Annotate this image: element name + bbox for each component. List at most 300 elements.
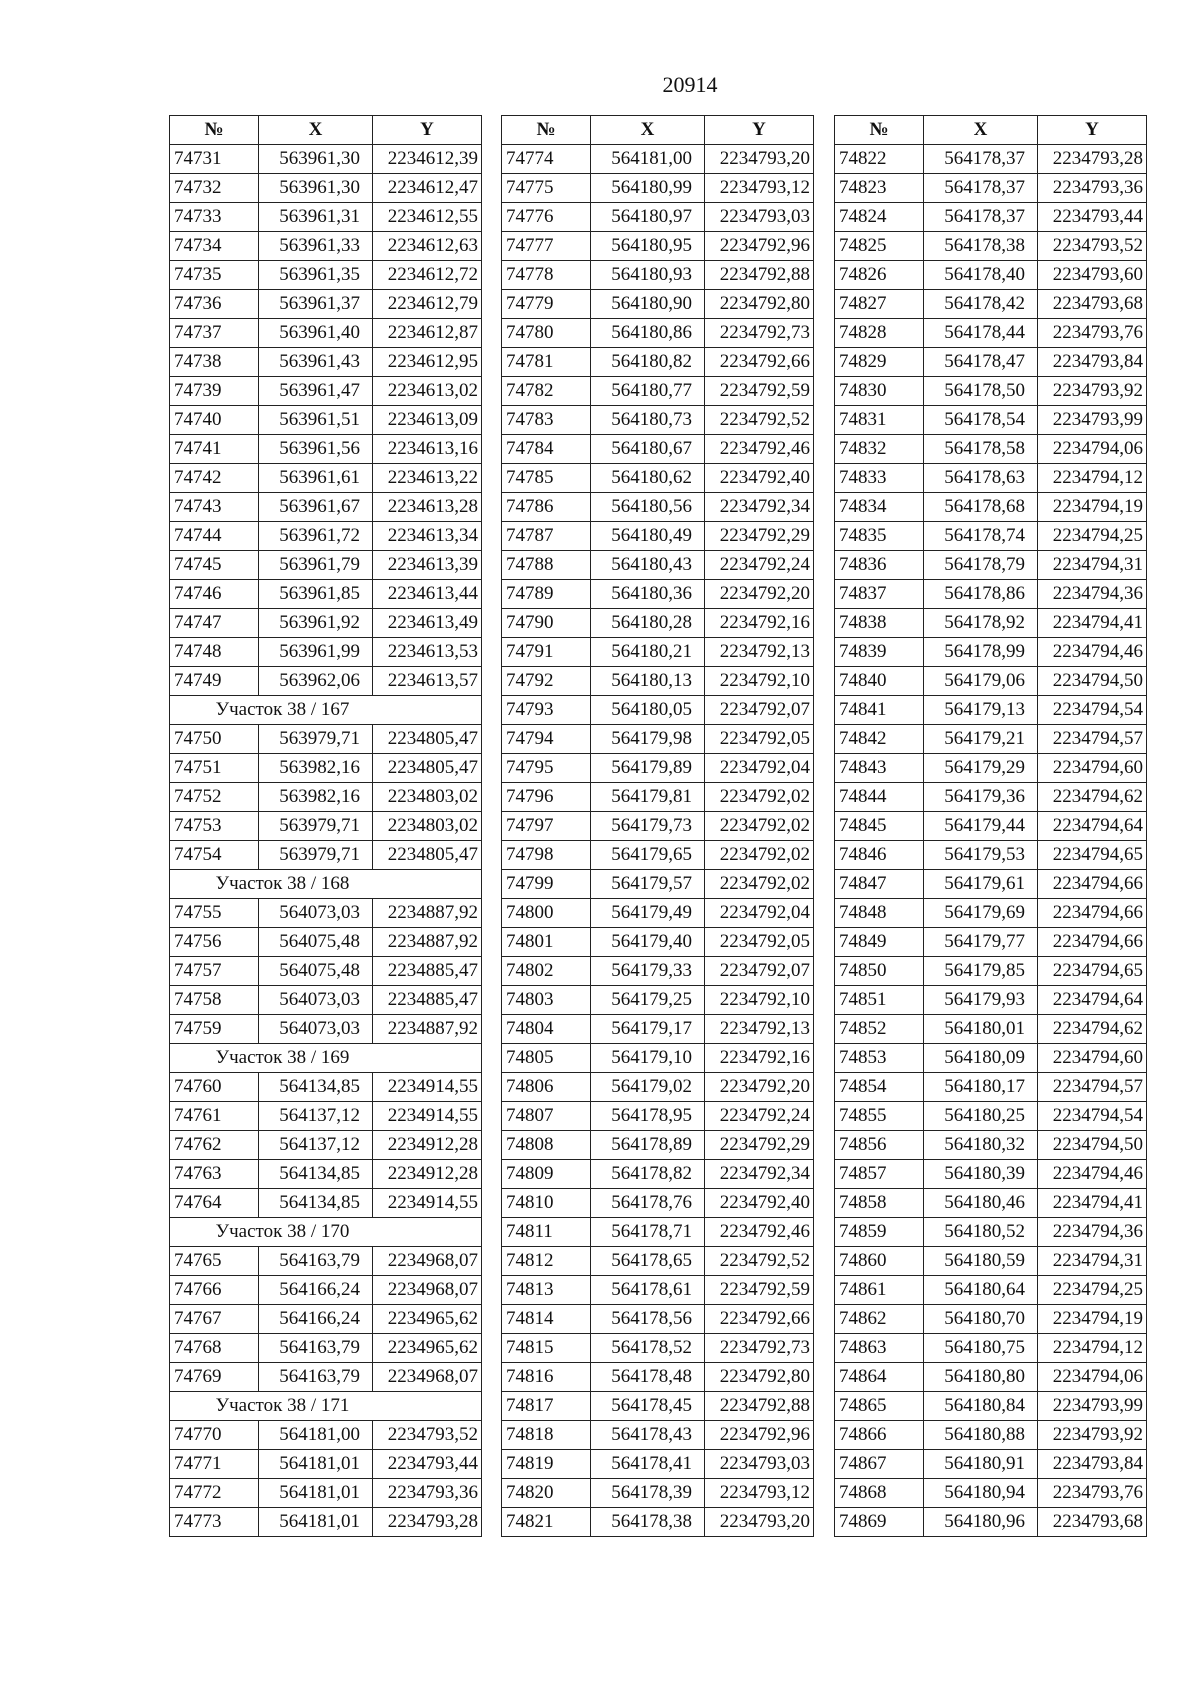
x-coordinate-cell: 563979,71 bbox=[259, 841, 373, 870]
point-number-cell: 74806 bbox=[502, 1073, 591, 1102]
table-row bbox=[502, 1421, 814, 1450]
point-number-cell: 74792 bbox=[502, 667, 591, 696]
y-coordinate-cell: 2234792,05 bbox=[705, 928, 814, 957]
point-number-cell: 74762 bbox=[170, 1131, 259, 1160]
point-number-cell: 74863 bbox=[835, 1334, 924, 1363]
y-coordinate-cell: 2234793,12 bbox=[705, 174, 814, 203]
table-row bbox=[170, 290, 482, 319]
x-coordinate-cell: 564179,25 bbox=[591, 986, 705, 1015]
point-number-cell: 74760 bbox=[170, 1073, 259, 1102]
x-coordinate-cell: 564179,49 bbox=[591, 899, 705, 928]
x-coordinate-cell: 564179,57 bbox=[591, 870, 705, 899]
table-row bbox=[502, 986, 814, 1015]
y-coordinate-cell: 2234793,44 bbox=[373, 1450, 482, 1479]
table-row bbox=[502, 1508, 814, 1537]
y-coordinate-cell: 2234793,52 bbox=[1038, 232, 1147, 261]
x-coordinate-cell: 564179,06 bbox=[924, 667, 1038, 696]
x-coordinate-cell: 564179,44 bbox=[924, 812, 1038, 841]
table-row bbox=[170, 841, 482, 870]
table-row bbox=[502, 232, 814, 261]
x-coordinate-cell: 564180,21 bbox=[591, 638, 705, 667]
point-number-cell: 74756 bbox=[170, 928, 259, 957]
y-coordinate-cell: 2234968,07 bbox=[373, 1247, 482, 1276]
table-row bbox=[170, 464, 482, 493]
x-coordinate-cell: 563961,67 bbox=[259, 493, 373, 522]
y-coordinate-cell: 2234792,73 bbox=[705, 1334, 814, 1363]
point-number-cell: 74783 bbox=[502, 406, 591, 435]
table-row bbox=[170, 1334, 482, 1363]
x-coordinate-cell: 564180,82 bbox=[591, 348, 705, 377]
x-coordinate-cell: 564178,95 bbox=[591, 1102, 705, 1131]
table-row bbox=[502, 1392, 814, 1421]
table-row bbox=[170, 986, 482, 1015]
y-coordinate-cell: 2234792,66 bbox=[705, 348, 814, 377]
point-number-cell: 74864 bbox=[835, 1363, 924, 1392]
x-coordinate-cell: 564178,45 bbox=[591, 1392, 705, 1421]
point-number-cell: 74749 bbox=[170, 667, 259, 696]
point-number-cell: 74853 bbox=[835, 1044, 924, 1073]
y-coordinate-cell: 2234612,72 bbox=[373, 261, 482, 290]
x-coordinate-cell: 564178,79 bbox=[924, 551, 1038, 580]
x-coordinate-cell: 564178,76 bbox=[591, 1189, 705, 1218]
y-coordinate-cell: 2234792,07 bbox=[705, 957, 814, 986]
point-number-cell: 74793 bbox=[502, 696, 591, 725]
table-row bbox=[502, 1073, 814, 1102]
point-number-cell: 74768 bbox=[170, 1334, 259, 1363]
x-coordinate-cell: 564178,86 bbox=[924, 580, 1038, 609]
y-coordinate-cell: 2234613,28 bbox=[373, 493, 482, 522]
point-number-cell: 74789 bbox=[502, 580, 591, 609]
y-coordinate-cell: 2234792,02 bbox=[705, 841, 814, 870]
x-coordinate-cell: 564180,25 bbox=[924, 1102, 1038, 1131]
x-coordinate-cell: 564180,39 bbox=[924, 1160, 1038, 1189]
y-coordinate-cell: 2234792,96 bbox=[705, 232, 814, 261]
y-coordinate-cell: 2234794,66 bbox=[1038, 899, 1147, 928]
y-coordinate-cell: 2234805,47 bbox=[373, 754, 482, 783]
y-coordinate-cell: 2234793,99 bbox=[1038, 406, 1147, 435]
point-number-cell: 74847 bbox=[835, 870, 924, 899]
x-coordinate-cell: 564178,61 bbox=[591, 1276, 705, 1305]
table-row bbox=[170, 1131, 482, 1160]
point-number-cell: 74855 bbox=[835, 1102, 924, 1131]
x-coordinate-cell: 564137,12 bbox=[259, 1131, 373, 1160]
table-row bbox=[502, 1276, 814, 1305]
x-coordinate-cell: 564180,96 bbox=[924, 1508, 1038, 1537]
y-coordinate-cell: 2234792,80 bbox=[705, 1363, 814, 1392]
y-coordinate-cell: 2234912,28 bbox=[373, 1131, 482, 1160]
y-coordinate-cell: 2234793,84 bbox=[1038, 1450, 1147, 1479]
point-number-cell: 74829 bbox=[835, 348, 924, 377]
column-header-x: X bbox=[591, 116, 705, 145]
x-coordinate-cell: 564179,21 bbox=[924, 725, 1038, 754]
point-number-cell: 74820 bbox=[502, 1479, 591, 1508]
x-coordinate-cell: 563961,72 bbox=[259, 522, 373, 551]
point-number-cell: 74791 bbox=[502, 638, 591, 667]
point-number-cell: 74857 bbox=[835, 1160, 924, 1189]
table-row bbox=[835, 290, 1147, 319]
x-coordinate-cell: 564179,81 bbox=[591, 783, 705, 812]
x-coordinate-cell: 564075,48 bbox=[259, 957, 373, 986]
table-row bbox=[835, 1450, 1147, 1479]
y-coordinate-cell: 2234793,52 bbox=[373, 1421, 482, 1450]
x-coordinate-cell: 564163,79 bbox=[259, 1363, 373, 1392]
page-number: 20914 bbox=[662, 72, 718, 97]
table-header-row bbox=[170, 116, 482, 145]
x-coordinate-cell: 564180,01 bbox=[924, 1015, 1038, 1044]
y-coordinate-cell: 2234794,41 bbox=[1038, 1189, 1147, 1218]
x-coordinate-cell: 564180,28 bbox=[591, 609, 705, 638]
table-row bbox=[835, 1131, 1147, 1160]
point-number-cell: 74816 bbox=[502, 1363, 591, 1392]
y-coordinate-cell: 2234792,24 bbox=[705, 1102, 814, 1131]
table-row bbox=[835, 1073, 1147, 1102]
table-row bbox=[170, 1305, 482, 1334]
point-number-cell: 74814 bbox=[502, 1305, 591, 1334]
table-row bbox=[835, 348, 1147, 377]
table-row bbox=[170, 754, 482, 783]
x-coordinate-cell: 563961,33 bbox=[259, 232, 373, 261]
table-row bbox=[835, 928, 1147, 957]
point-number-cell: 74741 bbox=[170, 435, 259, 464]
point-number-cell: 74763 bbox=[170, 1160, 259, 1189]
column-header-number: № bbox=[170, 116, 259, 145]
point-number-cell: 74846 bbox=[835, 841, 924, 870]
table-row bbox=[502, 1131, 814, 1160]
y-coordinate-cell: 2234613,57 bbox=[373, 667, 482, 696]
y-coordinate-cell: 2234794,65 bbox=[1038, 957, 1147, 986]
table-row bbox=[170, 1421, 482, 1450]
point-number-cell: 74788 bbox=[502, 551, 591, 580]
point-number-cell: 74848 bbox=[835, 899, 924, 928]
point-number-cell: 74796 bbox=[502, 783, 591, 812]
x-coordinate-cell: 564179,85 bbox=[924, 957, 1038, 986]
table-row bbox=[170, 1363, 482, 1392]
point-number-cell: 74865 bbox=[835, 1392, 924, 1421]
table-row bbox=[502, 870, 814, 899]
x-coordinate-cell: 564179,13 bbox=[924, 696, 1038, 725]
point-number-cell: 74830 bbox=[835, 377, 924, 406]
table-row bbox=[170, 1160, 482, 1189]
y-coordinate-cell: 2234794,65 bbox=[1038, 841, 1147, 870]
table-row bbox=[835, 377, 1147, 406]
x-coordinate-cell: 564178,42 bbox=[924, 290, 1038, 319]
y-coordinate-cell: 2234794,19 bbox=[1038, 493, 1147, 522]
point-number-cell: 74744 bbox=[170, 522, 259, 551]
x-coordinate-cell: 564180,56 bbox=[591, 493, 705, 522]
y-coordinate-cell: 2234794,41 bbox=[1038, 609, 1147, 638]
point-number-cell: 74745 bbox=[170, 551, 259, 580]
table-row bbox=[835, 1218, 1147, 1247]
y-coordinate-cell: 2234792,29 bbox=[705, 522, 814, 551]
section-row bbox=[170, 1392, 482, 1421]
table-row bbox=[835, 1421, 1147, 1450]
point-number-cell: 74779 bbox=[502, 290, 591, 319]
table-row bbox=[502, 551, 814, 580]
table-row bbox=[170, 435, 482, 464]
x-coordinate-cell: 564179,98 bbox=[591, 725, 705, 754]
y-coordinate-cell: 2234792,52 bbox=[705, 1247, 814, 1276]
y-coordinate-cell: 2234793,36 bbox=[1038, 174, 1147, 203]
point-number-cell: 74767 bbox=[170, 1305, 259, 1334]
y-coordinate-cell: 2234794,36 bbox=[1038, 1218, 1147, 1247]
y-coordinate-cell: 2234793,44 bbox=[1038, 203, 1147, 232]
x-coordinate-cell: 564166,24 bbox=[259, 1305, 373, 1334]
y-coordinate-cell: 2234792,20 bbox=[705, 1073, 814, 1102]
x-coordinate-cell: 563979,71 bbox=[259, 725, 373, 754]
y-coordinate-cell: 2234613,53 bbox=[373, 638, 482, 667]
y-coordinate-cell: 2234793,84 bbox=[1038, 348, 1147, 377]
x-coordinate-cell: 564178,37 bbox=[924, 203, 1038, 232]
y-coordinate-cell: 2234794,64 bbox=[1038, 812, 1147, 841]
y-coordinate-cell: 2234794,54 bbox=[1038, 1102, 1147, 1131]
y-coordinate-cell: 2234792,20 bbox=[705, 580, 814, 609]
point-number-cell: 74852 bbox=[835, 1015, 924, 1044]
x-coordinate-cell: 564181,00 bbox=[259, 1421, 373, 1450]
table-row bbox=[835, 754, 1147, 783]
x-coordinate-cell: 564180,32 bbox=[924, 1131, 1038, 1160]
y-coordinate-cell: 2234792,52 bbox=[705, 406, 814, 435]
table-row bbox=[170, 174, 482, 203]
point-number-cell: 74784 bbox=[502, 435, 591, 464]
point-number-cell: 74800 bbox=[502, 899, 591, 928]
point-number-cell: 74838 bbox=[835, 609, 924, 638]
point-number-cell: 74807 bbox=[502, 1102, 591, 1131]
table-row bbox=[835, 1247, 1147, 1276]
x-coordinate-cell: 564073,03 bbox=[259, 1015, 373, 1044]
point-number-cell: 74832 bbox=[835, 435, 924, 464]
column-header-y: Y bbox=[705, 116, 814, 145]
table-row bbox=[835, 870, 1147, 899]
point-number-cell: 74750 bbox=[170, 725, 259, 754]
x-coordinate-cell: 564178,41 bbox=[591, 1450, 705, 1479]
point-number-cell: 74780 bbox=[502, 319, 591, 348]
table-row bbox=[170, 725, 482, 754]
x-coordinate-cell: 564178,52 bbox=[591, 1334, 705, 1363]
y-coordinate-cell: 2234792,16 bbox=[705, 609, 814, 638]
table-row bbox=[502, 1102, 814, 1131]
table-row bbox=[835, 725, 1147, 754]
y-coordinate-cell: 2234612,47 bbox=[373, 174, 482, 203]
table-row bbox=[835, 464, 1147, 493]
y-coordinate-cell: 2234794,60 bbox=[1038, 754, 1147, 783]
point-number-cell: 74868 bbox=[835, 1479, 924, 1508]
point-number-cell: 74787 bbox=[502, 522, 591, 551]
point-number-cell: 74776 bbox=[502, 203, 591, 232]
point-number-cell: 74843 bbox=[835, 754, 924, 783]
x-coordinate-cell: 564180,67 bbox=[591, 435, 705, 464]
x-coordinate-cell: 564178,68 bbox=[924, 493, 1038, 522]
y-coordinate-cell: 2234613,16 bbox=[373, 435, 482, 464]
y-coordinate-cell: 2234794,60 bbox=[1038, 1044, 1147, 1073]
x-coordinate-cell: 564179,17 bbox=[591, 1015, 705, 1044]
table-row bbox=[502, 522, 814, 551]
table-row bbox=[170, 1189, 482, 1218]
y-coordinate-cell: 2234805,47 bbox=[373, 725, 482, 754]
point-number-cell: 74782 bbox=[502, 377, 591, 406]
table-row bbox=[502, 406, 814, 435]
table-row bbox=[170, 1015, 482, 1044]
x-coordinate-cell: 564179,53 bbox=[924, 841, 1038, 870]
table-row bbox=[502, 493, 814, 522]
x-coordinate-cell: 564073,03 bbox=[259, 986, 373, 1015]
table-row bbox=[502, 1247, 814, 1276]
point-number-cell: 74839 bbox=[835, 638, 924, 667]
x-coordinate-cell: 564179,02 bbox=[591, 1073, 705, 1102]
table-row bbox=[835, 841, 1147, 870]
x-coordinate-cell: 564178,74 bbox=[924, 522, 1038, 551]
section-title: Участок 38 / 170 bbox=[170, 1218, 482, 1247]
table-row bbox=[502, 1189, 814, 1218]
x-coordinate-cell: 564178,38 bbox=[924, 232, 1038, 261]
y-coordinate-cell: 2234794,06 bbox=[1038, 1363, 1147, 1392]
table-row bbox=[170, 232, 482, 261]
table-row bbox=[835, 522, 1147, 551]
y-coordinate-cell: 2234793,03 bbox=[705, 1450, 814, 1479]
x-coordinate-cell: 564180,17 bbox=[924, 1073, 1038, 1102]
point-number-cell: 74805 bbox=[502, 1044, 591, 1073]
table-row bbox=[170, 1479, 482, 1508]
table-row bbox=[170, 406, 482, 435]
point-number-cell: 74818 bbox=[502, 1421, 591, 1450]
point-number-cell: 74823 bbox=[835, 174, 924, 203]
point-number-cell: 74795 bbox=[502, 754, 591, 783]
y-coordinate-cell: 2234794,50 bbox=[1038, 1131, 1147, 1160]
section-title: Участок 38 / 171 bbox=[170, 1392, 482, 1421]
y-coordinate-cell: 2234792,05 bbox=[705, 725, 814, 754]
y-coordinate-cell: 2234794,57 bbox=[1038, 725, 1147, 754]
point-number-cell: 74736 bbox=[170, 290, 259, 319]
point-number-cell: 74758 bbox=[170, 986, 259, 1015]
y-coordinate-cell: 2234613,49 bbox=[373, 609, 482, 638]
y-coordinate-cell: 2234792,40 bbox=[705, 1189, 814, 1218]
y-coordinate-cell: 2234794,19 bbox=[1038, 1305, 1147, 1334]
x-coordinate-cell: 564180,46 bbox=[924, 1189, 1038, 1218]
y-coordinate-cell: 2234793,68 bbox=[1038, 1508, 1147, 1537]
y-coordinate-cell: 2234794,31 bbox=[1038, 551, 1147, 580]
point-number-cell: 74733 bbox=[170, 203, 259, 232]
table-row bbox=[170, 319, 482, 348]
y-coordinate-cell: 2234792,07 bbox=[705, 696, 814, 725]
point-number-cell: 74851 bbox=[835, 986, 924, 1015]
section-title: Участок 38 / 167 bbox=[170, 696, 482, 725]
y-coordinate-cell: 2234793,12 bbox=[705, 1479, 814, 1508]
x-coordinate-cell: 564178,48 bbox=[591, 1363, 705, 1392]
x-coordinate-cell: 564178,43 bbox=[591, 1421, 705, 1450]
point-number-cell: 74764 bbox=[170, 1189, 259, 1218]
x-coordinate-cell: 564179,61 bbox=[924, 870, 1038, 899]
table-row bbox=[835, 957, 1147, 986]
y-coordinate-cell: 2234792,02 bbox=[705, 870, 814, 899]
point-number-cell: 74754 bbox=[170, 841, 259, 870]
table-row bbox=[502, 1218, 814, 1247]
x-coordinate-cell: 564178,63 bbox=[924, 464, 1038, 493]
y-coordinate-cell: 2234794,57 bbox=[1038, 1073, 1147, 1102]
table-row bbox=[170, 551, 482, 580]
y-coordinate-cell: 2234792,02 bbox=[705, 783, 814, 812]
x-coordinate-cell: 564181,01 bbox=[259, 1508, 373, 1537]
point-number-cell: 74785 bbox=[502, 464, 591, 493]
section-row bbox=[170, 1218, 482, 1247]
table-row bbox=[835, 406, 1147, 435]
y-coordinate-cell: 2234613,34 bbox=[373, 522, 482, 551]
x-coordinate-cell: 564179,73 bbox=[591, 812, 705, 841]
table-row bbox=[835, 899, 1147, 928]
y-coordinate-cell: 2234612,55 bbox=[373, 203, 482, 232]
point-number-cell: 74803 bbox=[502, 986, 591, 1015]
y-coordinate-cell: 2234885,47 bbox=[373, 957, 482, 986]
y-coordinate-cell: 2234805,47 bbox=[373, 841, 482, 870]
table-row bbox=[835, 1305, 1147, 1334]
y-coordinate-cell: 2234792,59 bbox=[705, 377, 814, 406]
point-number-cell: 74794 bbox=[502, 725, 591, 754]
y-coordinate-cell: 2234613,44 bbox=[373, 580, 482, 609]
point-number-cell: 74759 bbox=[170, 1015, 259, 1044]
x-coordinate-cell: 564134,85 bbox=[259, 1160, 373, 1189]
point-number-cell: 74752 bbox=[170, 783, 259, 812]
column-header-x: X bbox=[924, 116, 1038, 145]
table-row bbox=[835, 1334, 1147, 1363]
table-row bbox=[835, 261, 1147, 290]
x-coordinate-cell: 563979,71 bbox=[259, 812, 373, 841]
y-coordinate-cell: 2234792,66 bbox=[705, 1305, 814, 1334]
y-coordinate-cell: 2234792,29 bbox=[705, 1131, 814, 1160]
x-coordinate-cell: 564179,29 bbox=[924, 754, 1038, 783]
table-row bbox=[835, 667, 1147, 696]
x-coordinate-cell: 563982,16 bbox=[259, 754, 373, 783]
point-number-cell: 74819 bbox=[502, 1450, 591, 1479]
table-row bbox=[835, 696, 1147, 725]
point-number-cell: 74811 bbox=[502, 1218, 591, 1247]
point-number-cell: 74739 bbox=[170, 377, 259, 406]
point-number-cell: 74790 bbox=[502, 609, 591, 638]
y-coordinate-cell: 2234792,13 bbox=[705, 1015, 814, 1044]
x-coordinate-cell: 564180,90 bbox=[591, 290, 705, 319]
y-coordinate-cell: 2234792,04 bbox=[705, 754, 814, 783]
point-number-cell: 74755 bbox=[170, 899, 259, 928]
coordinate-table-1 bbox=[169, 115, 482, 1537]
table-row bbox=[170, 348, 482, 377]
coordinate-table-2 bbox=[501, 115, 814, 1537]
x-coordinate-cell: 564180,59 bbox=[924, 1247, 1038, 1276]
point-number-cell: 74735 bbox=[170, 261, 259, 290]
x-coordinate-cell: 564178,89 bbox=[591, 1131, 705, 1160]
point-number-cell: 74833 bbox=[835, 464, 924, 493]
x-coordinate-cell: 564075,48 bbox=[259, 928, 373, 957]
table-row bbox=[170, 1276, 482, 1305]
x-coordinate-cell: 564178,38 bbox=[591, 1508, 705, 1537]
x-coordinate-cell: 564180,52 bbox=[924, 1218, 1038, 1247]
x-coordinate-cell: 564178,82 bbox=[591, 1160, 705, 1189]
section-row bbox=[170, 696, 482, 725]
x-coordinate-cell: 563961,79 bbox=[259, 551, 373, 580]
table-row bbox=[835, 145, 1147, 174]
table-row bbox=[502, 145, 814, 174]
table-row bbox=[502, 1450, 814, 1479]
table-row bbox=[170, 1102, 482, 1131]
x-coordinate-cell: 563961,31 bbox=[259, 203, 373, 232]
point-number-cell: 74813 bbox=[502, 1276, 591, 1305]
y-coordinate-cell: 2234793,92 bbox=[1038, 1421, 1147, 1450]
table-row bbox=[835, 174, 1147, 203]
y-coordinate-cell: 2234793,99 bbox=[1038, 1392, 1147, 1421]
x-coordinate-cell: 564180,13 bbox=[591, 667, 705, 696]
x-coordinate-cell: 564137,12 bbox=[259, 1102, 373, 1131]
y-coordinate-cell: 2234792,10 bbox=[705, 986, 814, 1015]
point-number-cell: 74835 bbox=[835, 522, 924, 551]
x-coordinate-cell: 564179,10 bbox=[591, 1044, 705, 1073]
table-row bbox=[170, 928, 482, 957]
y-coordinate-cell: 2234794,66 bbox=[1038, 870, 1147, 899]
